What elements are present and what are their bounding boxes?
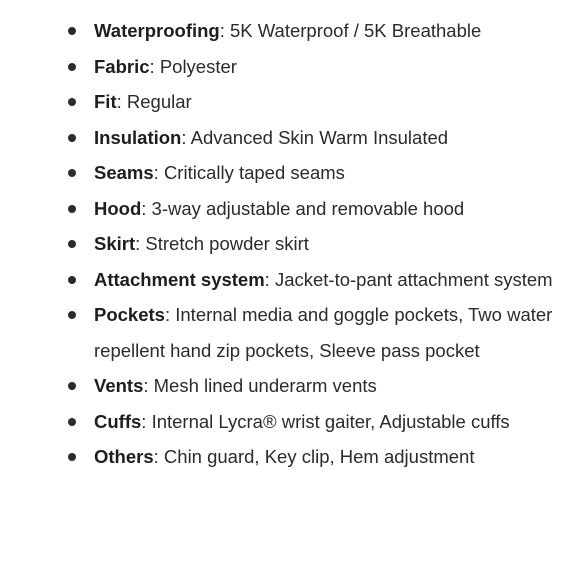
spec-value: Polyester xyxy=(159,55,237,77)
spec-value: Chin guard, Key clip, Hem adjustment xyxy=(163,446,475,467)
spec-value: 5K Waterproof / 5K Breathable xyxy=(230,20,482,41)
spec-item-waterproofing xyxy=(0,13,580,49)
spec-separator: : xyxy=(141,197,152,219)
bullet-icon xyxy=(68,276,76,284)
spec-name: Waterproofing xyxy=(94,20,220,41)
spec-name: Pockets xyxy=(94,304,165,325)
bullet-icon xyxy=(68,63,76,71)
spec-separator: : xyxy=(164,304,176,325)
spec-separator: : xyxy=(153,162,164,183)
spec-name: Fit xyxy=(94,91,117,112)
spec-name: Insulation xyxy=(94,126,182,148)
spec-item-vents xyxy=(0,368,580,404)
spec-name: Seams xyxy=(94,162,154,183)
bullet-icon xyxy=(68,205,76,213)
spec-separator: : xyxy=(219,20,230,41)
bullet-icon xyxy=(68,169,76,177)
spec-item-insulation xyxy=(0,120,580,156)
spec-separator: : xyxy=(116,91,127,112)
spec-item-others xyxy=(0,439,580,475)
spec-separator: : xyxy=(149,55,160,77)
bullet-icon xyxy=(68,453,76,461)
spec-value: Internal media and goggle pockets, Two water repellent hand zip pockets, Sleeve pass pocket xyxy=(94,304,553,361)
bullet-icon xyxy=(68,27,76,35)
spec-separator: : xyxy=(153,446,164,467)
spec-value: Critically taped seams xyxy=(163,162,345,183)
spec-name: Hood xyxy=(94,197,142,219)
spec-item-fabric xyxy=(0,49,580,85)
bullet-icon xyxy=(68,418,76,426)
spec-separator: : xyxy=(264,268,275,290)
spec-value: Internal Lycra® wrist gaiter, Adjustable cuffs xyxy=(151,410,510,432)
spec-name: Others xyxy=(94,446,154,467)
spec-value: Jacket-to-pant attachment system xyxy=(274,268,553,290)
spec-value: Regular xyxy=(126,91,192,112)
spec-separator: : xyxy=(143,375,154,396)
spec-name: Cuffs xyxy=(94,410,142,432)
bullet-icon xyxy=(68,134,76,142)
spec-name: Vents xyxy=(94,375,144,396)
bullet-icon xyxy=(68,382,76,390)
spec-name: Attachment system xyxy=(94,268,265,290)
spec-item-fit xyxy=(0,84,580,120)
bullet-icon xyxy=(68,311,76,319)
bullet-icon xyxy=(68,98,76,106)
spec-name: Skirt xyxy=(94,233,136,254)
spec-value: 3-way adjustable and removable hood xyxy=(151,197,465,219)
spec-value: Mesh lined underarm vents xyxy=(153,375,377,396)
spec-item-cuffs xyxy=(0,404,580,440)
spec-separator: : xyxy=(135,233,146,254)
spec-separator: : xyxy=(141,410,152,432)
spec-item-seams xyxy=(0,155,580,191)
spec-value: Advanced Skin Warm Insulated xyxy=(190,126,449,148)
spec-item-hood xyxy=(0,191,580,227)
spec-value: Stretch powder skirt xyxy=(145,233,309,254)
spec-separator: : xyxy=(181,126,191,148)
spec-list xyxy=(0,13,580,475)
spec-name: Fabric xyxy=(94,55,150,77)
spec-item-skirt xyxy=(0,226,580,262)
spec-item-pockets xyxy=(0,297,580,368)
bullet-icon xyxy=(68,240,76,248)
spec-item-attachment-system xyxy=(0,262,580,298)
